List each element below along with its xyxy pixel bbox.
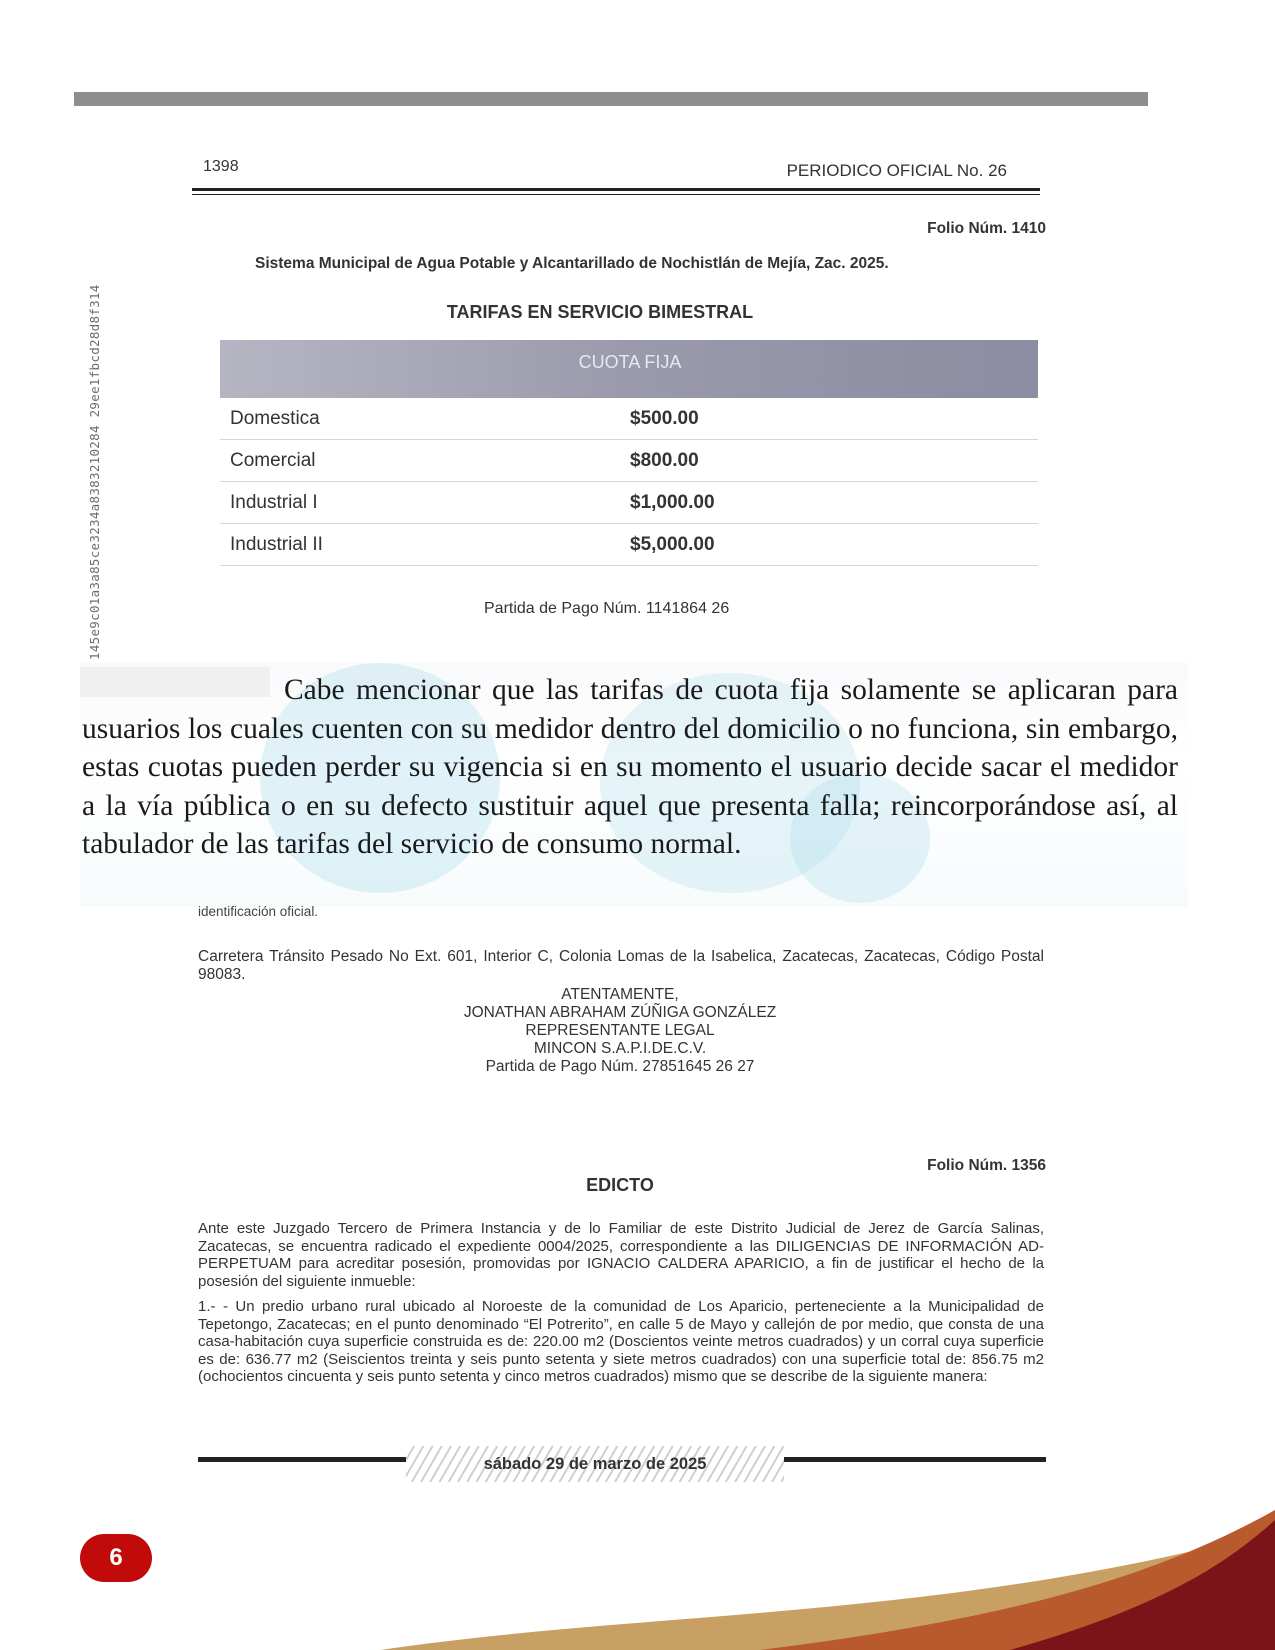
address: Carretera Tránsito Pesado No Ext. 601, Interior C, Colonia Lomas de la Isabelica, Zacatecas, Zacatecas, Código Postal 98083. (198, 948, 1044, 983)
signature-line: JONATHAN ABRAHAM ZÚÑIGA GONZÁLEZ (463, 1004, 777, 1021)
signature-line: Partida de Pago Núm. 27851645 26 27 (485, 1058, 755, 1075)
tariff-label: Domestica (220, 398, 630, 440)
fixed-fee-note: Cabe mencionar que las tarifas de cuota fija solamente se aplicaran para usuarios los cuales cuenten con su medidor dentro del domicilio o no funciona, sin embargo, estas cuotas pueden perder su vigencia si en su momento el usuario decide sacar el medidor a la vía pública o en su defecto sustituir aquel que presenta falla; reincorporándose así, al tabulador de las tarifas del servicio de consumo normal. (82, 674, 1178, 860)
page-number: 1398 (203, 158, 239, 175)
tariff-value: $5,000.00 (630, 524, 1038, 566)
tariff-label: Comercial (220, 440, 630, 482)
folio-1410: Folio Núm. 1410 (927, 220, 1046, 237)
text-fragment: identificación oficial. (198, 904, 319, 919)
tariffs-title: TARIFAS EN SERVICIO BIMESTRAL (446, 302, 754, 322)
signature-line: REPRESENTANTE LEGAL (525, 1022, 715, 1039)
tariff-label: Industrial I (220, 482, 630, 524)
page-badge: 6 (80, 1534, 152, 1582)
tariff-value: $1,000.00 (630, 482, 1038, 524)
edict-title: EDICTO (586, 1175, 654, 1195)
publication-date: sábado 29 de marzo de 2025 (483, 1455, 707, 1473)
signature-line: ATENTAMENTE, (561, 986, 679, 1003)
publication-title: PERIODICO OFICIAL No. 26 (786, 161, 1007, 180)
tariff-value: $500.00 (630, 398, 1038, 440)
edict-paragraph: Ante este Juzgado Tercero de Primera Instancia y de lo Familiar de este Distrito Judicial de Jerez de García Salinas, Zacatecas, se encuentra radicado el expediente 0004/2025, correspondiente a las DILIGENCIAS DE INFORMACIÓN AD-PERPETUAM para acreditar posesión, promovidas por IGNACIO CALDERA APARICIO, a fin de justificar el hecho de la posesión del siguiente inmueble: (198, 1220, 1044, 1290)
tariff-value: $800.00 (630, 440, 1038, 482)
organization-name: Sistema Municipal de Agua Potable y Alcantarillado de Nochistlán de Mejía, Zac. 2025. (255, 255, 889, 272)
table-header: CUOTA FIJA (220, 340, 1038, 398)
document-hash: 145e9c01a3a85ce3234a8383210284 29ee1fbcd28d8f314 (87, 284, 102, 660)
property-description: 1.- - Un predio urbano rural ubicado al Noroeste de la comunidad de Los Aparicio, perteneciente a la Municipalidad de Tepetongo, Zacatecas; en el punto denominado “El Potrerito”, en calle 5 de Mayo y callejón de por medio, que consta de una casa-habitación cuya superficie construida es de: 220.00 m2 (Doscientos veinte metros cuadrados) y un corral cuya superficie es de: 636.77 m2 (Seiscientos treinta y seis punto setenta y siete metros cuadrados) con una superficie total de: 856.75 m2 (ochocientos cincuenta y seis punto setenta y cinco metros cuadrados) mismo que se describe de la siguiente manera: (198, 1298, 1044, 1385)
tariff-label: Industrial II (220, 524, 630, 566)
payment-reference: Partida de Pago Núm. 1141864 26 (484, 600, 730, 617)
folio-1356: Folio Núm. 1356 (927, 1157, 1046, 1174)
signature-line: MINCON S.A.P.I.DE.C.V. (533, 1040, 707, 1057)
